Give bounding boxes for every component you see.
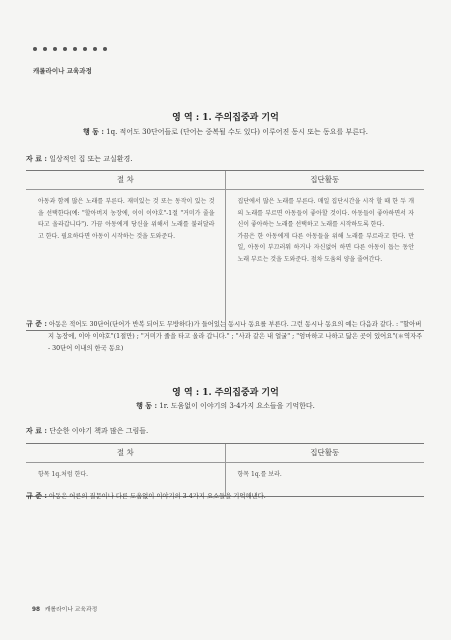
group-activity-text-1: 집단에서 많은 노래를 부른다. 매일 집단시간을 시작 할 때 한 두 개의 노래를 부르면 아동들이 좋아할 것이다. 아동들이 좋아하면서 자신이 좋아하는 노래를 선택하고 노래를 시작하도록 한다. <box>237 198 414 228</box>
footer-title: 캐롤라이나 교육과정 <box>44 607 98 613</box>
section1-criteria <box>26 318 424 355</box>
material-label: 자 료 : <box>26 154 47 163</box>
procedure-cell <box>26 190 225 330</box>
group-activity-text: 항목 1q.를 보라. <box>237 471 282 478</box>
procedure-text: 항목 1q.처럼 한다. <box>38 471 89 478</box>
dot <box>53 47 57 51</box>
table-header <box>26 444 424 463</box>
material-label: 자 료 : <box>26 426 47 435</box>
dot <box>103 47 107 51</box>
behavior-text: 1q. 적어도 30단어들로 (단어는 중복될 수도 있다) 이루어진 동시 또는 동요를 부른다. <box>106 128 369 136</box>
dot <box>63 47 67 51</box>
col-procedure-header: 절 차 <box>116 175 134 184</box>
criteria-label: 규 준 : <box>26 319 47 328</box>
table-header <box>26 171 424 190</box>
section1-title: 영 역 : 1. 주의집중과 기억 <box>172 113 279 123</box>
section2-title: 영 역 : 1. 주의집중과 기억 <box>172 388 279 398</box>
behavior-text: 1r. 도움없이 이야기의 3-4가지 요소들을 기억한다. <box>159 402 315 410</box>
table-body <box>26 190 424 330</box>
dot <box>93 47 97 51</box>
behavior-label: 행 동 : <box>136 401 158 410</box>
col-procedure-header: 절 차 <box>116 448 134 457</box>
procedure-text: 아동과 함께 많은 노래를 부른다. 재미있는 것 또는 동작이 있는 것을 선택한다(예: "할아버지 농장에, 이이 이야호"-1절 "거미가 줄을 타고 올라갑니다"). 가끔 아동에게 당신을 위해서 노래를 불러달라고 한다. 필요하다면 아동이 시작하는 것을 도와준다. <box>38 198 215 240</box>
criteria-text: 아동은 어른의 질문이나 다른 도움없이 이야기의 3-4가지 요소들을 기억해낸다. <box>49 493 266 500</box>
page-footer <box>32 604 97 613</box>
section1-table <box>26 170 424 331</box>
section2-material <box>26 426 148 436</box>
behavior-label: 행 동 : <box>82 127 104 136</box>
dot <box>83 47 87 51</box>
running-header: 캐롤라이나 교육과정 <box>33 67 92 75</box>
section2-table <box>26 443 424 497</box>
section1-behavior <box>0 127 451 137</box>
section1-material <box>26 154 133 164</box>
material-text: 단순한 이야기 책과 많은 그림들. <box>49 427 149 435</box>
group-activity-cell <box>225 190 425 330</box>
criteria-text: 아동은 적어도 30단어(단어가 반복 되어도 무방하다)가 들어있는 동시나 동요를 부른다. 그런 동시나 동요의 예는 다음과 같다. : "할아버지 농장에, 이아 이야호"(1절만) ; "거미가 줄을 타고 올라 갑니다." ; "사과 같은 내 얼굴" ; "엄마하고 나하고 닮은 곳이 있어요"(＊역자주 - 30단어 이내의 한국 동요) <box>48 321 423 352</box>
page-number: 98 <box>32 607 41 613</box>
section2-criteria <box>26 490 424 503</box>
header-dots <box>33 47 107 51</box>
criteria-label: 규 준 : <box>26 491 47 500</box>
col-group-header: 집단활동 <box>225 171 425 189</box>
section2-behavior <box>0 401 451 411</box>
col-group-header: 집단활동 <box>225 444 425 462</box>
dot <box>73 47 77 51</box>
dot <box>43 47 47 51</box>
dot <box>33 47 37 51</box>
material-text: 일상적인 집 또는 교실환경. <box>49 155 133 163</box>
group-activity-text-2: 가끔은 한 아동에게 다른 아동들을 위해 노래를 부르라고 한다. 만일, 아동이 부끄러워 하거나 자신없어 하면 다른 아동이 돕는 동안 노래 부르는 것을 도와준다. 점차 도움의 양을 줄여간다. <box>237 232 414 263</box>
